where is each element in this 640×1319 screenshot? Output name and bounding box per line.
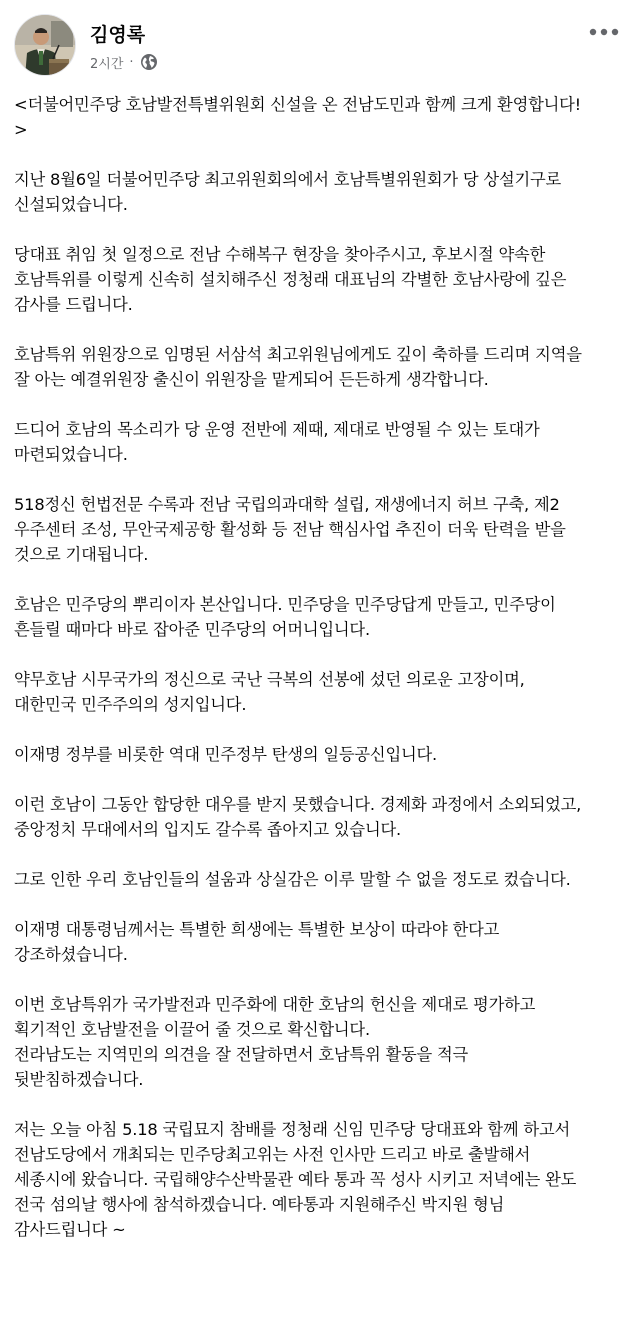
post-paragraph-13: 이번 호남특위가 국가발전과 민주화에 대한 호남의 헌신을 제대로 평가하고 획기적인 호남발전을 이끌어 줄 것으로 확신합니다. 전라남도는 지역민의 의견을 잘 전달하면서 호남특위 활동을 적극 뒷받침하겠습니다.: [14, 995, 536, 1089]
post-paragraph-11: 그로 인한 우리 호남인들의 설움과 상실감은 이루 말할 수 없을 정도로 컸습니다.: [14, 870, 571, 889]
post-paragraph-10: 이런 호남이 그동안 합당한 대우를 받지 못했습니다. 경제화 과정에서 소외되었고, 중앙정치 무대에서의 입지도 갈수록 좁아지고 있습니다.: [14, 795, 582, 839]
globe-icon[interactable]: [140, 53, 158, 71]
post-meta: [90, 52, 158, 72]
post-paragraph-4: 호남특위 위원장으로 임명된 서삼석 최고위원님에게도 깊이 축하를 드리며 지역을 잘 아는 예결위원장 출신이 위원장을 맡게되어 든든하게 생각합니다.: [14, 345, 582, 389]
avatar-photo: [15, 15, 76, 76]
post-paragraph-1: <더불어민주당 호남발전특별위원회 신설을 온 전남도민과 함께 크게 환영합니다! >: [14, 95, 582, 139]
meta-separator: ·: [129, 54, 134, 70]
post-paragraph-3: 당대표 취임 첫 일정으로 전남 수해복구 현장을 찾아주시고, 후보시절 약속한 호남특위를 이렇게 신속히 설치해주신 정청래 대표님의 각별한 호남사랑에 깊은 감사를 드립니다.: [14, 245, 567, 314]
post-paragraph-6: 518정신 헌법전문 수록과 전남 국립의과대학 설립, 재생에너지 허브 구축, 제2 우주센터 조성, 무안국제공항 활성화 등 전남 핵심사업 추진이 더욱 탄력을 받을 것으로 기대됩니다.: [14, 495, 566, 564]
more-options-button[interactable]: [584, 18, 624, 46]
post-paragraph-8: 약무호남 시무국가의 정신으로 국난 극복의 선봉에 섰던 의로운 고장이며, 대한민국 민주주의의 성지입니다.: [14, 670, 525, 714]
post-paragraph-9: 이재명 정부를 비롯한 역대 민주정부 탄생의 일등공신입니다.: [14, 745, 438, 764]
post-timestamp[interactable]: 2시간: [90, 56, 124, 72]
post-body: [14, 92, 630, 1242]
post-paragraph-2: 지난 8월6일 더불어민주당 최고위원회의에서 호남특별위원회가 당 상설기구로 신설되었습니다.: [14, 170, 562, 214]
post-header: [14, 14, 626, 78]
post-paragraph-5: 드디어 호남의 목소리가 당 운영 전반에 제때, 제대로 반영될 수 있는 토대가 마련되었습니다.: [14, 420, 540, 464]
post-paragraph-7: 호남은 민주당의 뿌리이자 본산입니다. 민주당을 민주당답게 만들고, 민주당이 흔들릴 때마다 바로 잡아준 민주당의 어머니입니다.: [14, 595, 556, 639]
post-paragraph-12: 이재명 대통령님께서는 특별한 희생에는 특별한 보상이 따라야 한다고 강조하셨습니다.: [14, 920, 500, 964]
more-horizontal-icon: [589, 28, 619, 36]
avatar[interactable]: [14, 14, 76, 76]
post-paragraph-14: 저는 오늘 아침 5.18 국립묘지 참배를 정청래 신임 민주당 당대표와 함께 하고서 전남도당에서 개최되는 민주당최고위는 사전 인사만 드리고 바로 출발해서 세종시에 왔습니다. 국립해양수산박물관 예타 통과 꼭 성사 시키고 저녁에는 완도 전국 섬의날 행사에 참석하겠습니다. 예타통과 지원해주신 박지원 형님 감사드립니다 ~: [14, 1120, 577, 1239]
author-name[interactable]: 김영록: [90, 24, 146, 46]
